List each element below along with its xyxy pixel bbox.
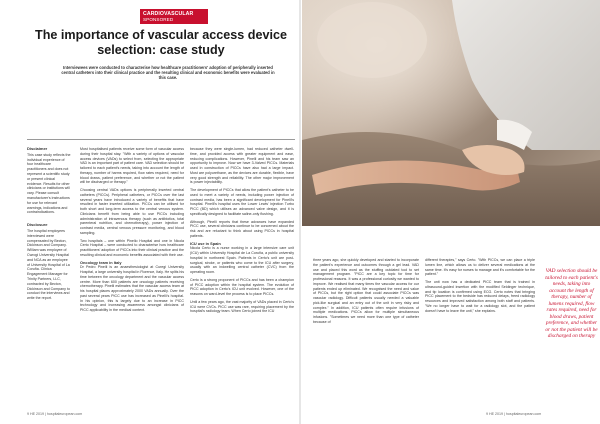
article-standfirst: Interviewees were conducted to characterise how healthcare practitioners' adoption of peripherally inserted central catheters into their clinical practice and the resulting clinical and economic benefits were evaluated in this case. <box>61 65 275 81</box>
pull-quote: VAD selection should be tailored to each patient's needs, taking into account the length of therapy, number of lumens required, flow rates required, need for blood draws, patient preference, and whether or not the patient will be discharged on therapy <box>545 268 598 339</box>
body-column-3 <box>313 258 419 328</box>
header-divider <box>27 139 295 140</box>
section-label: CARDIOVASCULAR <box>143 11 194 17</box>
body-column-4 <box>425 258 535 316</box>
page-gutter <box>299 0 301 424</box>
sponsored-label: SPONSORED <box>143 17 174 22</box>
disclaimer-heading: Disclaimer <box>27 146 48 151</box>
article-photo <box>302 0 600 226</box>
body-paragraph: Certo is a strong proponent of PICCs and has been a champion of PICC adoption within the hospital system. The evolution of PICC adoption in Certo's ICU unit evolved. However, one of the reasons on ward-level the process is to place PICCs. <box>190 277 294 297</box>
body-column-1 <box>80 147 184 316</box>
body-paragraph: Although, Pinelli reports that these advances have expanded PICC use, several clinicians continue to be concerned about the risk and are reluctant to think about using PICCs in hospital patients. <box>190 219 294 238</box>
body-paragraph: Most hospitalised patients receive some form of vascular access during their hospital stay. "With a variety of options of vascular access devices (VADs) to select from, selecting the appropriate VAD is an important part of patient care. VAD selection should be tailored to each patient's needs, taking into account the length of therapy, number of harms required, flow rates required, need for blood draws, patient preference, and whether or not the patient will be discharged or therapy." <box>80 147 184 185</box>
body-paragraph: Two hospitals – one within Pinello Hospital and one in Nicola Certo Hospital – were conducted to characterise how healthcare practitioners' adoption of PICCs into their clinical practice and the resulting clinical and economic benefits associated with their use. <box>80 238 184 257</box>
disclaimer-text: This case study reflects the individual experience of four healthcare practitioners and does not represent a scientific study or present clinical evidence. Results for other clinicians or institutions will vary. Please consult manufacturer's instructions for use for relevant warnings, indications and contraindications. <box>27 152 71 215</box>
body-paragraph: The unit now has a dedicated PICC team that is trained in ultrasound-guided insertion with the modified Seldinger technique, and tip location is confirmed using ECG. Certo notes that bringing PICC placement to the bedside has reduced delays, freed radiology resources and improved satisfaction among both staff and patients. "We no longer have to wait for a radiology slot, and the patient doesn't have to leave the unit," she explains. <box>425 280 535 313</box>
disclaimer-sidebar <box>27 147 71 309</box>
disclosure-text: The hospital employees interviewed were compensated by Becton, Dickinson and Company. William was employee of Cwrogi University Hospital and NCA as an employee of University Hospital of La Coruña. Clinica Engagement Manager for Trinity Partners, LLC, contracted by Becton, Dickinson and Company to conduct the interviews and write the report. <box>27 228 70 301</box>
subheading-icu: ICU use in Spain <box>190 240 221 246</box>
body-paragraph: Nicola Certo is a nurse working in a large intensive care unit (ICU) within University Hospital de La Coruña, a public university hospital in northwest Spain. Patients in Certo's unit are post-surgical, stroke, or patients who come to the ICU after surgery, usually with an indwelling central catheter (CVC) from the operating room. <box>190 246 294 275</box>
body-column-2 <box>190 147 294 317</box>
body-paragraph: The development of PICCs that allow the patient's catheter to be used to meet a variety of needs, including power injection of contrast media, has been a significant development for Pinelli's hospital. Pinelli's hospital uses the Lower Lewis' injection Turbo PICC (BD) which utilises an advanced valve design, and it is specifically designed to facilitate saline-only flushing. <box>190 188 294 216</box>
body-paragraph: different therapies," says Certo. "With PICCs, we can place a triple lumen line, which allows us to deliver several medications at the same time. It's easy for nurses to manage and it's comfortable for the patient." <box>425 258 535 277</box>
body-paragraph: Dr Pedro Pinelli is an anaesthesiologist at Curegi University Hospital, a large university hospital in Florence, Italy. He splits his time between the oncology department and the vascular access centre. More than 600 patients are oncology patients receiving chemotherapy. Pinelli estimates that the vascular access team at his hospital places approximately 2000 VADs annually. Over the past several years PICC use has increased as Pinelli's hospital. In his opinion, this is largely due to an increase in PICC technology and increasing awareness amongst clinicians of PICC applicability in the medical context. <box>80 265 184 313</box>
body-paragraph: Until a few years ago, the vast majority of VADs placed in Certo's ICU were CVCs. PICC use was rare, requiring placement by the hospital's radiology team. When Certo joined the ICU <box>190 299 294 314</box>
subheading-oncology: Oncology team in Italy <box>80 259 122 265</box>
section-badge <box>140 9 208 24</box>
page-footer-left: 9 HE 2019 | hospitaleuropean.com <box>27 412 83 416</box>
body-paragraph: because they were single-lumen, had reduced catheter dwell-time, and provided access with greater equipment and ease, reducing complications. However, Pinelli and his team saw an opportunity to improve. Now we have 3-Valved PICCs. Materials used in construction of PICCs have also had a large impact. Most are polyurethane, as the devices are durable, flexible, have very good strength and reliability. The other major improvement is power injectability. <box>190 147 294 185</box>
body-paragraph: Choosing central VADs options is peripherally inserted central catheters (PICCs). Peripheral catheters, or PICCs over the last several years have introduced a variety of benefits that have resulted in faster inserted utilization. PICCs can be utilised for both short and long-term access to the central venous system. Clinicians benefit from being able to use PICCs including administration of intravenous therapy (such as antibiotics, total parenteral nutrition, and chemotherapy), power injection of contrast media, central venous pressure monitoring, and blood sampling. <box>80 188 184 235</box>
nurse-hand-photo-illustration <box>302 0 600 226</box>
body-paragraph: three years ago, she quickly developed and started to incorporate the patient's experience and outcomes through a gel lead. VAD use and placed this word as the stuffing outdated tool to set management program. "PICC are a key topic for time for professional reasons. It was a professional curiosity we wanted to improve. We realised that many times the vascular access for our patients ended up eliminated. We recognised the need and value of PICCs, but the right option that could associate PICCs was vascular radiology. Difficult patients usually needed a valuable pick-like surgical and an entry out of the unit in very risky and complex." In addition, ICU patients often require infusions of multiple medications. PICCs allow for multiple simultaneous infusions. "Sometimes we need more than one type of catheter because of <box>313 258 419 324</box>
disclosure-heading: Disclosure <box>27 222 48 228</box>
page-footer-right: 9 HE 2019 | hospitaleuropean.com <box>486 412 542 416</box>
article-title: The importance of vascular access device selection: case study <box>35 28 287 57</box>
